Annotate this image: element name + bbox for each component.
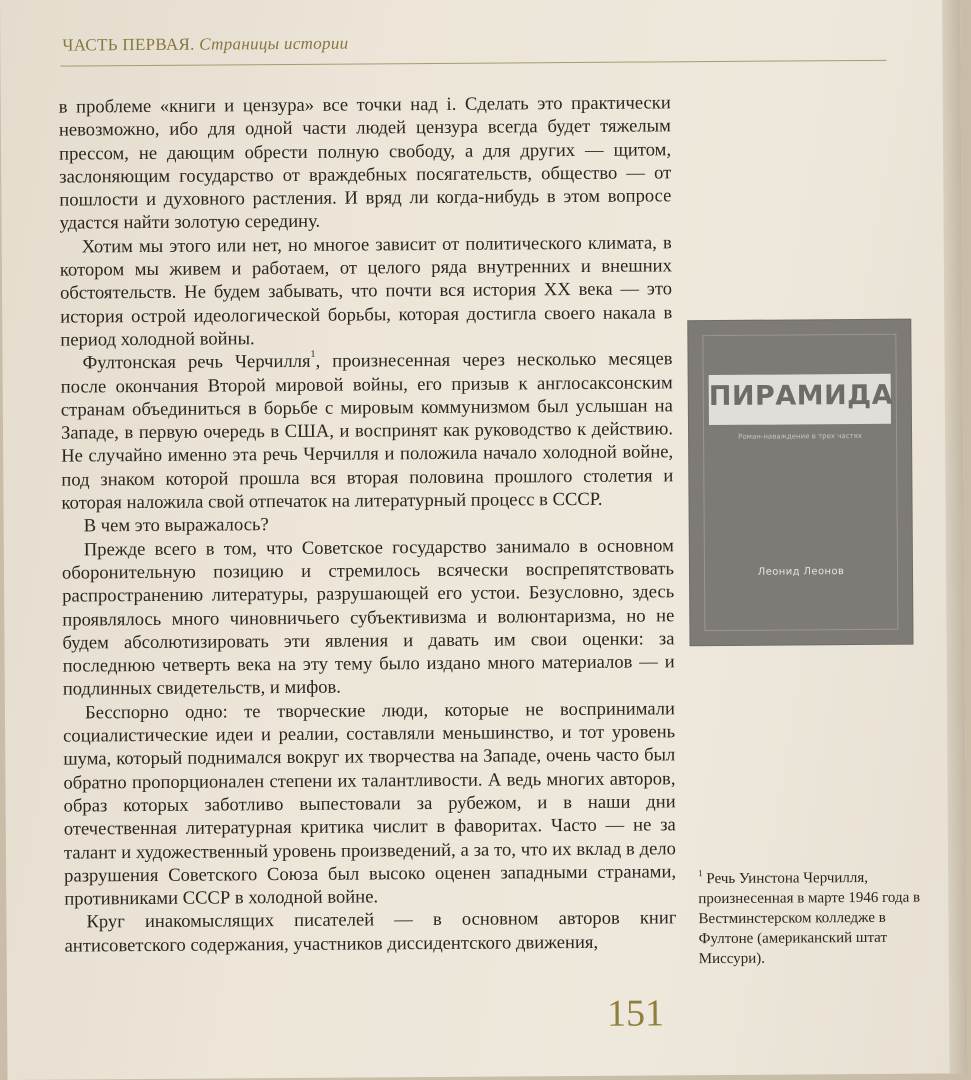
footnote-text: Речь Уинстона Черчилля, произнесенная в марте 1946 года в Вестминстерском колледже в Фултоне (американский штат Миссури).	[698, 869, 921, 968]
paragraph-3-end: , произнесенная через несколько месяцев после окончания Второй мировой войны, его призыв к англосаксонским странам объединиться в борьбе с мировым коммунизмом был услышан на Западе, в первую очередь в США, и воспринят как руководство к действию. Не случайно именно эта речь Черчилля и положила начало холодной войне, под знаком которой прошла вся вторая половина прошлого столетия и которая наложила свой отпечаток на литературный процесс в СССР.	[60, 348, 674, 514]
paragraph-1: в проблеме «книги и цензура» все точки над і. Сделать это практически невозможно, ибо для одной части людей цензура всегда будет тяжелым прессом, не дающим обрести полную свободу, а для других — щитом, заслоняющим государство от враждебных посягательств, общество — от пошлости и духовного растления. И вряд ли когда-нибудь в этом вопросе удастся найти золотую середину.	[58, 92, 672, 235]
header-chapter: Страницы истории	[199, 33, 349, 54]
running-header	[62, 34, 348, 56]
page-number: 151	[606, 992, 665, 1035]
paragraph-5: Прежде всего в том, что Советское государство занимало в основном оборонительную позицию и стремилось всячески воспрепятствовать распространению литературы, разрушающей его устои. Безусловно, здесь проявлялось много чиновничьего субъективизма и волюнтаризма, но не будем абсолютизировать эти явления и давать им свои оценки: за последнюю четверть века на эту тему было издано много материалов — и подлинных свидетельств, и мифов.	[61, 534, 675, 700]
cover-title: ПИРАМИДА	[708, 379, 894, 413]
paragraph-2: Хотим мы этого или нет, но многое зависит от политического климата, в котором мы живем и работаем, от целого ряда внутренних и внешних обстоятельств. Не будем забывать, что почти вся история XX века — это история острой идеологической борьбы, которая достигла своего накала в период холодной войны.	[59, 232, 673, 351]
page-edge	[942, 0, 968, 1073]
book-cover-image	[688, 320, 912, 646]
footnote-ref: 1	[310, 349, 316, 361]
paragraph-7: Круг инакомыслящих писателей — в основном авторов книг антисоветского содержания, участников диссидентского движения,	[64, 907, 677, 957]
cover-author: Леонид Леонов	[757, 566, 845, 578]
main-text	[59, 91, 677, 957]
header-rule	[60, 60, 886, 67]
footnote-marker: 1	[698, 868, 703, 879]
footnote	[698, 867, 939, 969]
paragraph-3	[60, 348, 673, 515]
cover-subtitle: Роман-наваждение в трех частях	[738, 431, 862, 441]
paragraph-6: Бесспорно одно: те творческие люди, которые не воспринимали социалистические идеи и реалии, составляли меньшинство, и тот уровень шума, который поднимался вокруг их творчества на Западе, очень часто был обратно пропорционален степени их талантливости. А ведь многих авторов, образ которых заботливо выпестовали за рубежом, и в наши дни отечественная литературная критика числит в фаворитах. Часто — не за талант и художественный уровень произведений, а за то, что их вклад в дело разрушения Советского Союза был высоко оценен западными странами, противниками СССР в холодной войне.	[63, 698, 677, 910]
paragraph-4: В чем это выражалось?	[83, 514, 269, 537]
paragraph-3-start: Фултонская речь Черчилля	[82, 351, 311, 374]
header-part: ЧАСТЬ ПЕРВАЯ.	[62, 34, 195, 55]
